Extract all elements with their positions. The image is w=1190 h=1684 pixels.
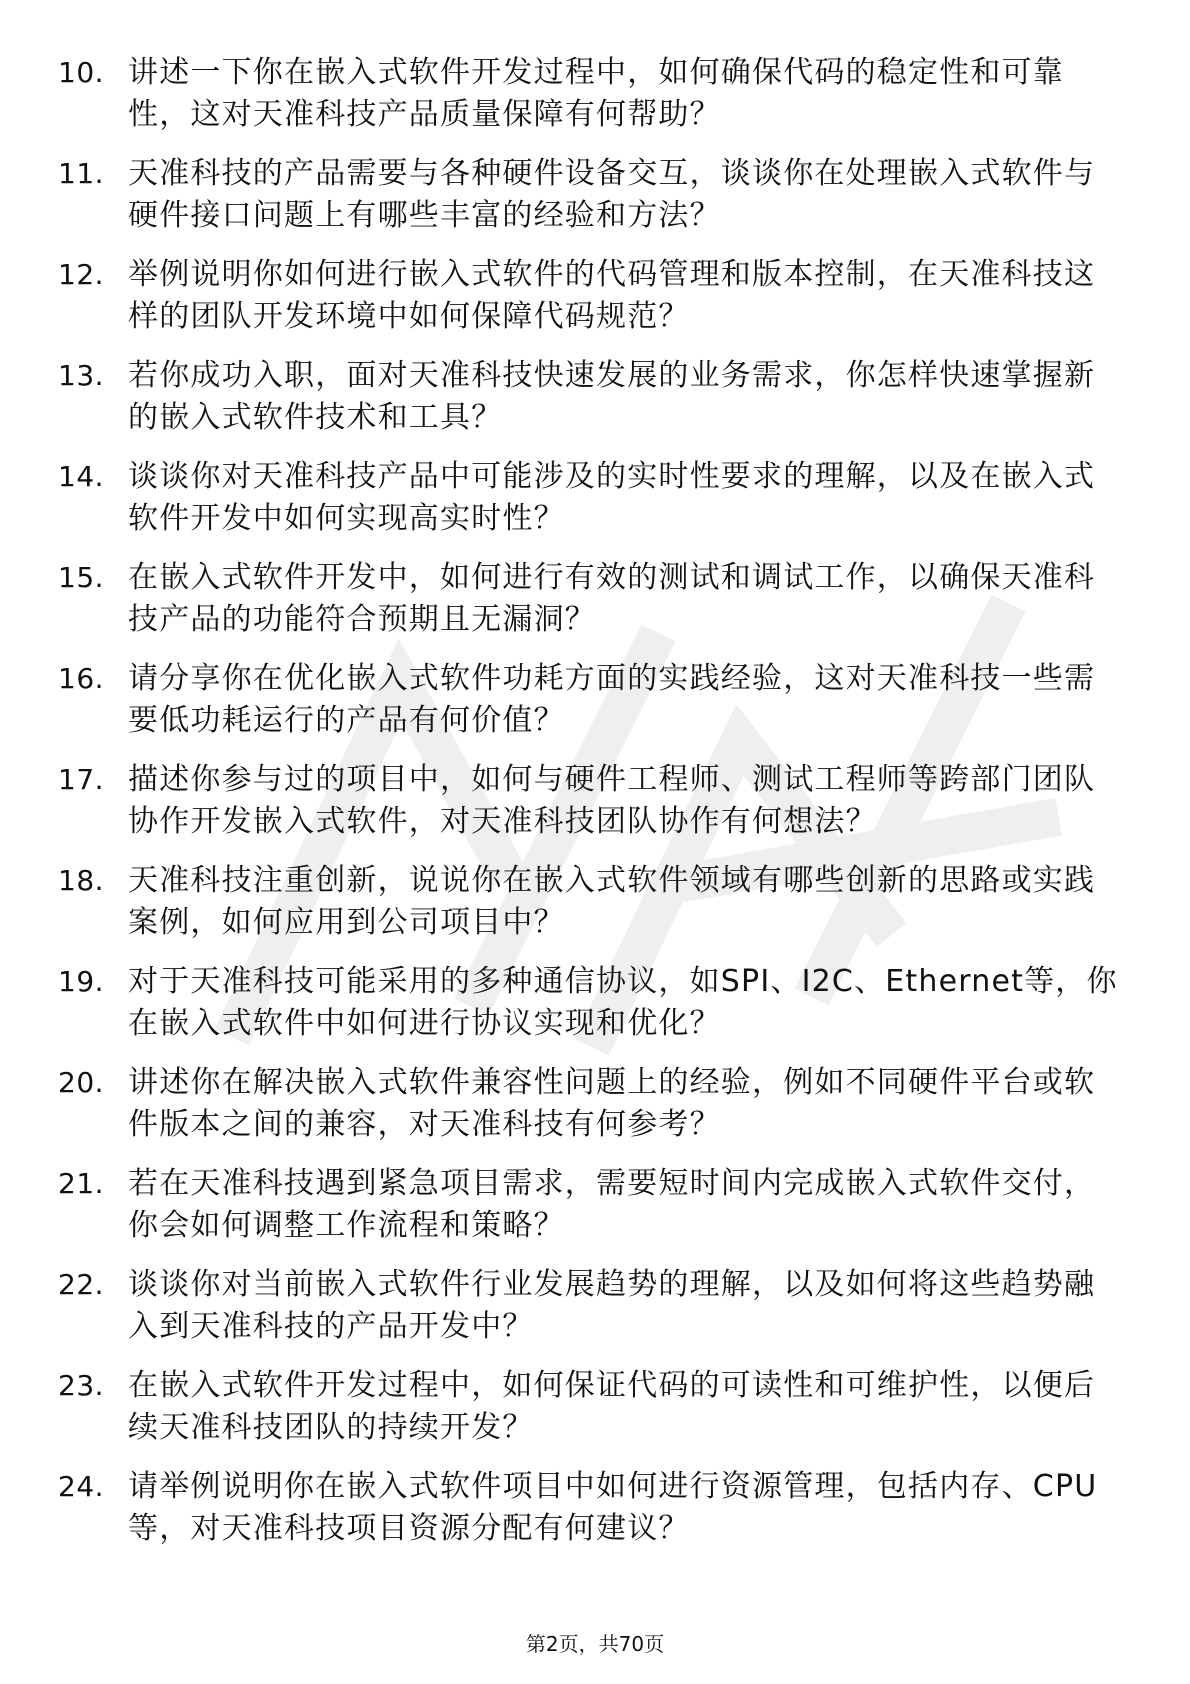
question-number: 16.: [58, 662, 105, 695]
question-text: 天准科技的产品需要与各种硬件设备交互，谈谈你在处理嵌入式软件与硬件接口问题上有哪些丰富的经验和方法？: [128, 156, 1096, 233]
question-number: 18.: [58, 864, 105, 897]
question-number: 11.: [58, 157, 105, 190]
question-text: 在嵌入式软件开发过程中，如何保证代码的可读性和可维护性，以便后续天准科技团队的持续开发？: [128, 1368, 1096, 1445]
question-item: [58, 1365, 1118, 1449]
question-text: 对于天准科技可能采用的多种通信协议，如SPI、I2C、Ethernet等，你在嵌入式软件中如何进行协议实现和优化？: [128, 964, 1118, 1041]
question-number: 12.: [58, 258, 105, 291]
question-item: [58, 1062, 1118, 1146]
question-text: 请分享你在优化嵌入式软件功耗方面的实践经验，这对天准科技一些需要低功耗运行的产品有何价值？: [128, 661, 1096, 738]
question-number: 14.: [58, 460, 105, 493]
page-number-label: 第2页，共70页: [525, 1632, 665, 1656]
question-number: 15.: [58, 561, 105, 594]
question-item: [58, 1466, 1118, 1550]
question-text: 讲述一下你在嵌入式软件开发过程中，如何确保代码的稳定性和可靠性，这对天准科技产品质量保障有何帮助？: [128, 55, 1064, 132]
question-number: 10.: [58, 56, 105, 89]
question-item: [58, 759, 1118, 843]
question-item: [58, 456, 1118, 540]
question-number: 22.: [58, 1268, 105, 1301]
question-item: [58, 961, 1118, 1045]
question-text: 谈谈你对当前嵌入式软件行业发展趋势的理解，以及如何将这些趋势融入到天准科技的产品开发中？: [128, 1267, 1096, 1344]
question-text: 讲述你在解决嵌入式软件兼容性问题上的经验，例如不同硬件平台或软件版本之间的兼容，对天准科技有何参考？: [128, 1065, 1096, 1142]
question-item: [58, 860, 1118, 944]
question-item: [58, 557, 1118, 641]
question-item: [58, 355, 1118, 439]
question-item: [58, 153, 1118, 237]
question-number: 24.: [58, 1470, 105, 1503]
question-number: 17.: [58, 763, 105, 796]
question-item: [58, 1264, 1118, 1348]
question-number: 19.: [58, 965, 105, 998]
question-text: 举例说明你如何进行嵌入式软件的代码管理和版本控制，在天准科技这样的团队开发环境中如何保障代码规范？: [128, 257, 1096, 334]
question-item: [58, 254, 1118, 338]
question-item: [58, 658, 1118, 742]
question-text: 在嵌入式软件开发中，如何进行有效的测试和调试工作，以确保天准科技产品的功能符合预期且无漏洞？: [128, 560, 1096, 637]
question-text: 描述你参与过的项目中，如何与硬件工程师、测试工程师等跨部门团队协作开发嵌入式软件，对天准科技团队协作有何想法？: [128, 762, 1096, 839]
page-footer: [0, 1630, 1190, 1658]
question-number: 13.: [58, 359, 105, 392]
question-text: 请举例说明你在嵌入式软件项目中如何进行资源管理，包括内存、CPU等，对天准科技项目资源分配有何建议？: [128, 1469, 1098, 1546]
question-text: 谈谈你对天准科技产品中可能涉及的实时性要求的理解，以及在嵌入式软件开发中如何实现高实时性？: [128, 459, 1096, 536]
question-list: [58, 52, 1118, 1567]
question-number: 20.: [58, 1066, 105, 1099]
question-item: [58, 1163, 1118, 1247]
question-text: 若在天准科技遇到紧急项目需求，需要短时间内完成嵌入式软件交付，你会如何调整工作流程和策略？: [128, 1166, 1096, 1243]
question-text: 若你成功入职，面对天准科技快速发展的业务需求，你怎样快速掌握新的嵌入式软件技术和工具？: [128, 358, 1096, 435]
question-text: 天准科技注重创新，说说你在嵌入式软件领域有哪些创新的思路或实践案例，如何应用到公司项目中？: [128, 863, 1096, 940]
question-number: 21.: [58, 1167, 105, 1200]
question-number: 23.: [58, 1369, 105, 1402]
question-item: [58, 52, 1118, 136]
